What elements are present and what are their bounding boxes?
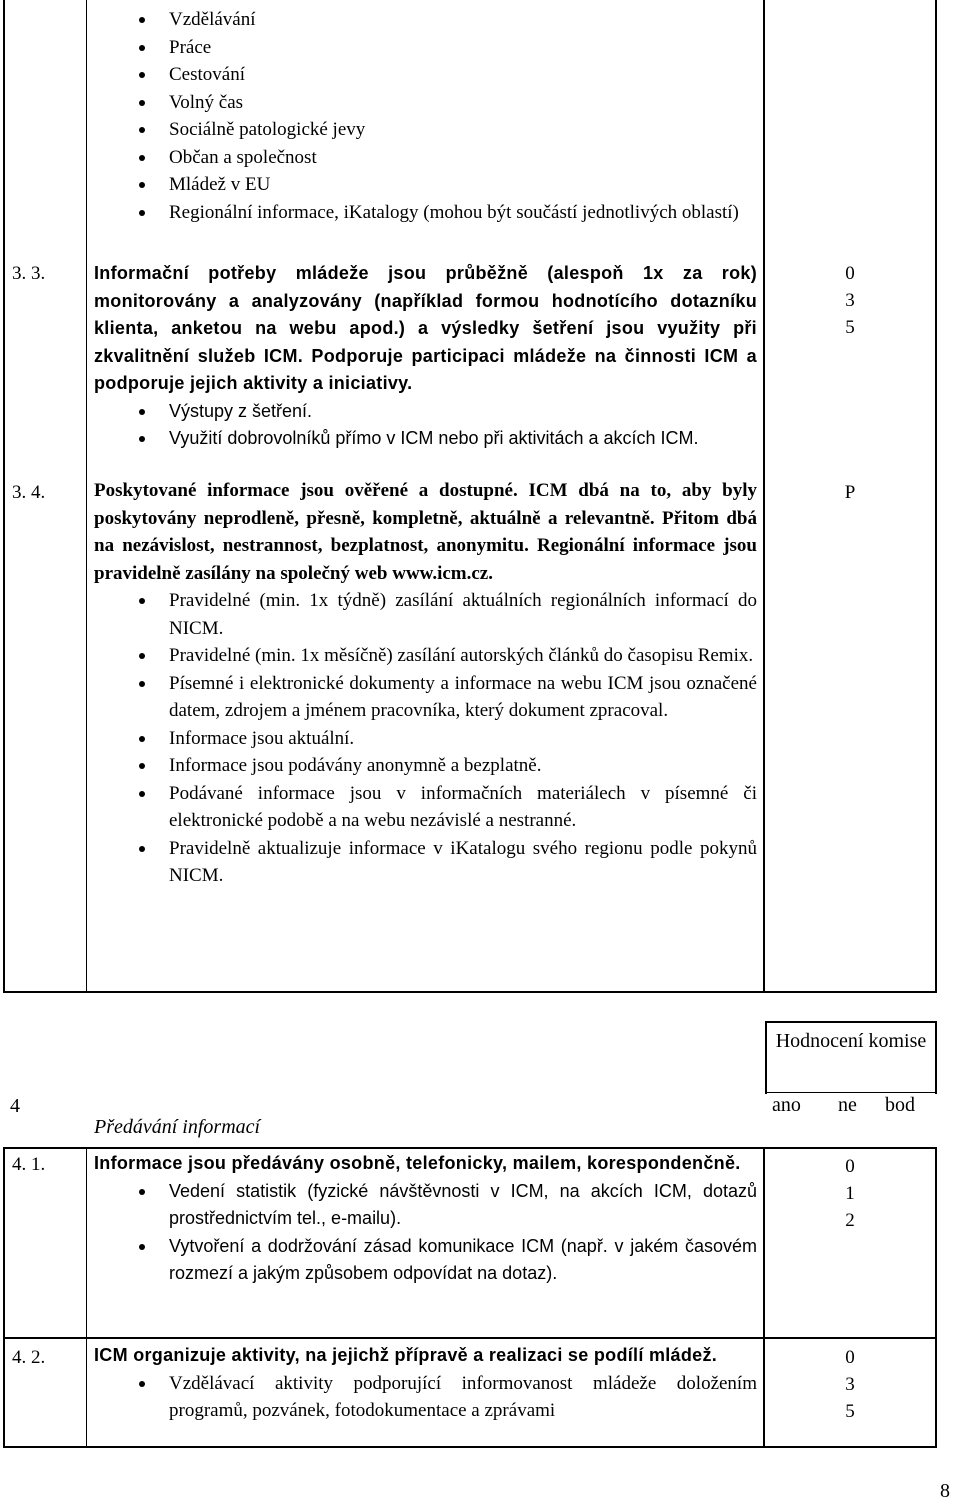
page-number: 8 [940,1480,950,1502]
header-box-divider [765,1092,937,1093]
header-box-top [765,1021,937,1023]
list-item: Vytvoření a dodržování zásad komunikace ICM (např. v jakém časovém rozmezí a jakým způsobem odpovídat na dotaz). [94,1233,757,1288]
score-value: 3 [845,290,855,311]
criterion-block [94,260,757,453]
list-item: Vzdělávání [94,6,757,34]
row-number: 3. 4. [12,482,46,503]
section-number: 4 [10,1095,20,1117]
score-value: 5 [845,1401,855,1422]
list-item: Práce [94,34,757,62]
criterion-heading: ICM organizuje aktivity, na jejichž přípravě a realizaci se podílí mládež. [94,1345,718,1365]
criterion-block [94,1342,757,1425]
score-value: 5 [845,317,855,338]
row-number: 4. 1. [12,1154,46,1175]
score-options [766,1344,934,1425]
score-value: 0 [845,263,855,284]
list-item: Mládež v EU [94,171,757,199]
bottom-table-bottom-border [3,1446,937,1448]
column-header-yes: ano [772,1094,801,1116]
column-header-no: ne [838,1094,857,1116]
list-item: Informace jsou podávány anonymně a bezplatně. [94,752,757,780]
list-item: Výstupy z šetření. [94,398,757,426]
score-value: 2 [845,1210,855,1231]
criterion-heading: Informační potřeby mládeže jsou průběžně (alespoň 1x za rok) monitorovány a analyzovány (například formou hodnotícího dotazníku klienta, anketou na webu apod.) a výsledky šetření jsou využity při zkvalitnění služeb ICM. Podporuje participaci mládeže na činnosti ICM a podporuje jejich aktivity a iniciativy. [94,263,757,393]
list-item: Pravidelně aktualizuje informace v iKatalogu svého regionu podle pokynů NICM. [94,835,757,890]
score-value: 0 [845,1347,855,1368]
list-item: Volný čas [94,89,757,117]
bottom-table-top-border [3,1147,937,1149]
score-value: 3 [845,1374,855,1395]
criterion-heading: Poskytované informace jsou ověřené a dostupné. ICM dbá na to, aby byly poskytovány neprodleně, přesně, kompletně, aktuálně a relevantně. Přitom dbá na nezávislost, nestrannost, bezplatnost, anonymitu. Regionální informace jsou pravidelně zasílány na společný web www.icm.cz. [94,480,757,584]
list-item: Vedení statistik (fyzické návštěvnosti v ICM, na akcích ICM, dotazů prostřednictvím tel., e-mailu). [94,1178,757,1233]
list-item: Regionální informace, iKatalogy (mohou být součástí jednotlivých oblastí) [94,199,757,227]
list-item: Vzdělávací aktivity podporující informovanost mládeže doložením programů, pozvánek, fotodokumentace a zprávami [94,1370,757,1425]
list-item: Občan a společnost [94,144,757,172]
top-table-bottom-border [3,991,937,993]
list-item: Pravidelné (min. 1x týdně) zasílání aktuálních regionálních informací do NICM. [94,587,757,642]
column-header-points: bod [885,1094,915,1116]
list-item: Sociálně patologické jevy [94,116,757,144]
criterion-block [94,477,757,890]
criterion-block [94,1150,757,1288]
row-number: 3. 3. [12,263,46,284]
score-value: 1 [845,1183,855,1204]
list-item: Informace jsou aktuální. [94,725,757,753]
continued-bullet-list [94,6,757,226]
list-item: Cestování [94,61,757,89]
bottom-table-col-divider [763,1147,765,1448]
header-box-right [935,1021,937,1094]
score-options [766,479,934,506]
bottom-table-row-divider [3,1337,937,1339]
score-options [766,260,934,341]
criterion-heading: Informace jsou předávány osobně, telefonicky, mailem, korespondenčně. [94,1153,741,1173]
top-table-right-border [935,0,937,993]
score-options [766,1153,934,1234]
bottom-table-left-border [3,1147,5,1448]
list-item: Podávané informace jsou v informačních materiálech v písemné či elektronické podobě a na webu nezávislé a nestranné. [94,780,757,835]
top-table-col-divider [86,0,87,993]
score-value: P [844,482,856,503]
bottom-table-right-border [935,1147,937,1448]
row-number: 4. 2. [12,1347,46,1368]
list-item: Pravidelné (min. 1x měsíčně) zasílání autorských článků do časopisu Remix. [94,642,757,670]
list-item: Využití dobrovolníků přímo v ICM nebo při aktivitách a akcích ICM. [94,425,757,453]
evaluation-header-title: Hodnocení komise [775,1030,927,1052]
top-table-left-border [3,0,5,993]
section-title: Předávání informací [94,1116,261,1138]
score-value: 0 [845,1156,855,1177]
top-table-col-divider [763,0,765,993]
list-item: Písemné i elektronické dokumenty a informace na webu ICM jsou označené datem, zdrojem a jménem pracovníka, který dokument zpracoval. [94,670,757,725]
bottom-table-col-divider [86,1147,87,1448]
